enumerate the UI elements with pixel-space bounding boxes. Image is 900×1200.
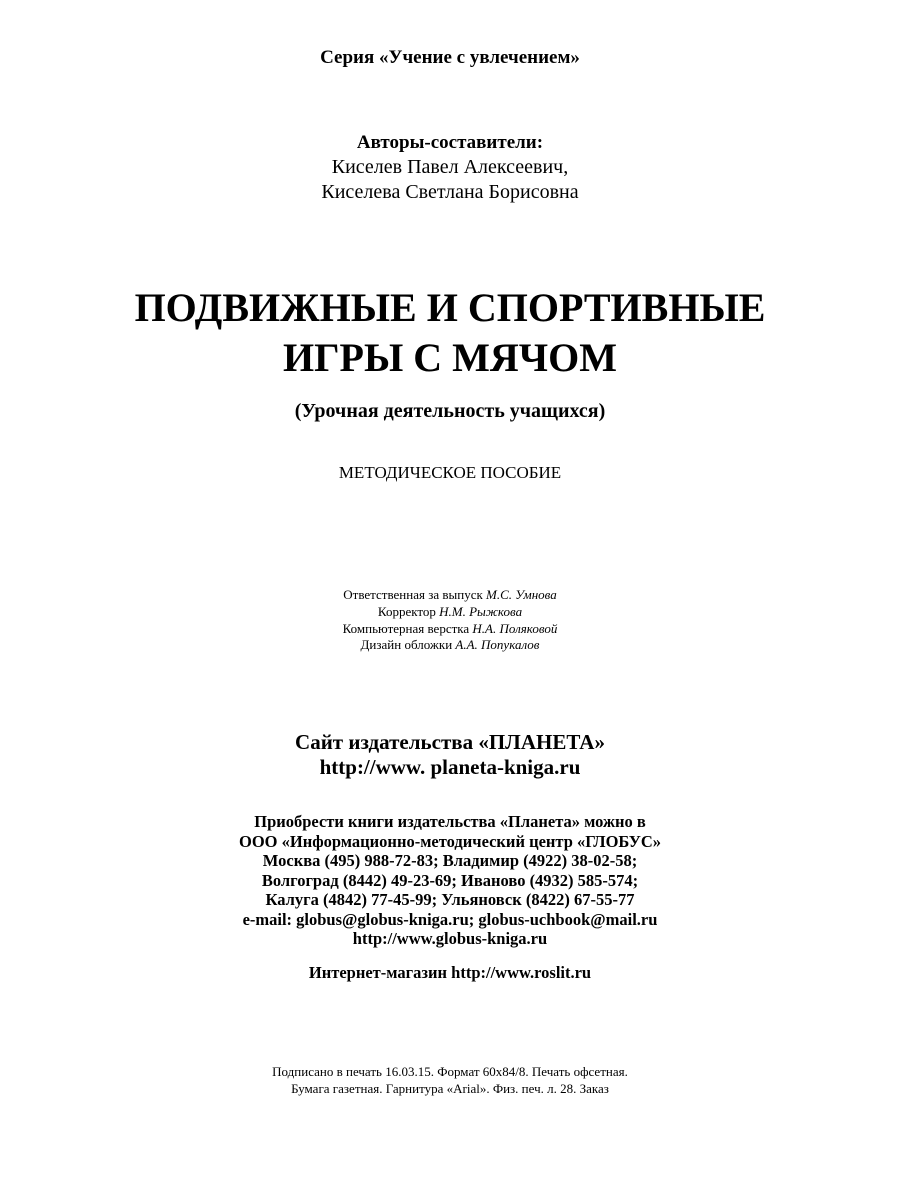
- purchase-line: Москва (495) 988-72-83; Владимир (4922) 38-02-58;: [262, 851, 638, 870]
- authors-label: Авторы-составители:: [356, 132, 544, 153]
- book-genre: МЕТОДИЧЕСКОЕ ПОСОБИЕ: [338, 463, 562, 482]
- credit-line: Компьютерная верстка Н.А. Поляковой: [342, 621, 558, 636]
- author-name: Киселева Светлана Борисовна: [321, 181, 579, 203]
- publisher-site-label: Сайт издательства «ПЛАНЕТА»: [295, 730, 605, 754]
- purchase-email-line: e-mail: globus@globus-kniga.ru; globus-uchbook@mail.ru: [242, 910, 658, 929]
- series-title: Серия «Учение с увлечением»: [320, 47, 580, 68]
- book-subtitle: (Урочная деятельность учащихся): [294, 400, 606, 422]
- author-name: Киселев Павел Алексеевич,: [331, 156, 569, 178]
- internet-shop-line: Интернет-магазин http://www.roslit.ru: [308, 963, 592, 982]
- purchase-line: ООО «Информационно-методический центр «ГЛОБУС»: [238, 832, 662, 851]
- book-title-line: ИГРЫ С МЯЧОМ: [282, 335, 618, 380]
- purchase-line: Волгоград (8442) 49-23-69; Иваново (4932) 585-574;: [261, 871, 639, 890]
- purchase-url-line: http://www.globus-kniga.ru: [352, 929, 548, 948]
- purchase-line: Приобрести книги издательства «Планета» можно в: [254, 812, 646, 831]
- credit-line: Дизайн обложки А.А. Попукалов: [360, 637, 540, 652]
- purchase-line: Калуга (4842) 77-45-99; Ульяновск (8422) 67-55-77: [265, 890, 635, 909]
- imprint-line: Бумага газетная. Гарнитура «Arial». Физ. печ. л. 28. Заказ: [291, 1081, 609, 1096]
- imprint-line: Подписано в печать 16.03.15. Формат 60x84/8. Печать офсетная.: [272, 1064, 628, 1079]
- book-title-line: ПОДВИЖНЫЕ И СПОРТИВНЫЕ: [134, 285, 766, 330]
- publisher-site-link[interactable]: http://www. planeta-kniga.ru: [319, 755, 581, 779]
- credit-line: Корректор Н.М. Рыжкова: [377, 604, 523, 619]
- credit-line: Ответственная за выпуск М.С. Умнова: [343, 587, 557, 602]
- publisher-site-line: [0, 757, 900, 778]
